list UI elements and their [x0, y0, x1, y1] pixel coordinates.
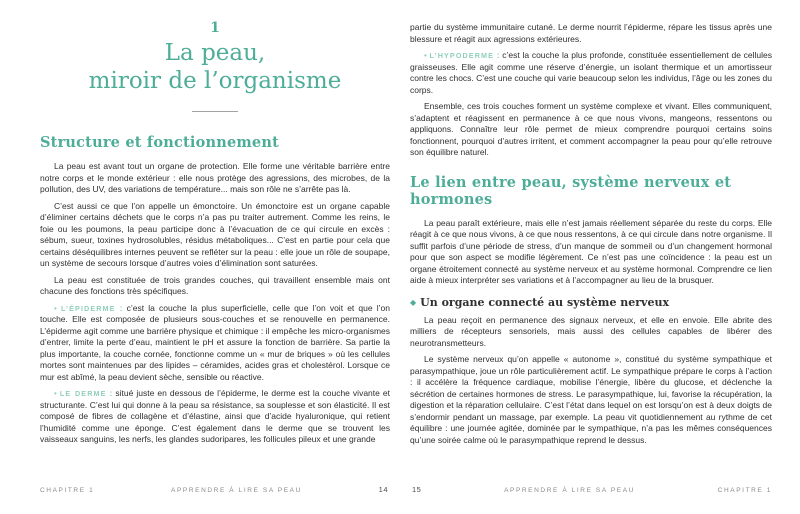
page-number: 14	[378, 485, 388, 494]
page-left-content	[0, 0, 400, 446]
paragraph: Ensemble, ces trois couches forment un système complexe et vivant. Elles communiquent, s’adaptent et réagissent en permanence à ce que nous vivons, mangeons, ressentons ou appliquons. Connaître leur rôle permet de mieux comprendre pourquoi certains soins fonctionnent, pourquoi d’autres irritent, et comment accompagner la peau pour qu’elle retrouve son équilibre naturel.	[410, 101, 772, 157]
section-heading-lien: Le lien entre peau, système nerveux et hormones	[410, 173, 732, 208]
layer-label-derme: LE DERME	[59, 389, 107, 398]
footer-book-title: APPRENDRE À LIRE SA PEAU	[171, 487, 302, 494]
chapter-number: 1	[210, 20, 220, 36]
paragraph: La peau reçoit en permanence des signaux nerveux, et elle en envoie. Elle abrite des milliers de récepteurs sensoriels, mais aussi des cellules capables de libérer des neurotransmetteurs.	[410, 314, 772, 348]
layer-text-epiderme: c’est la couche la plus superficielle, celle que l’on voit et que l’on touche. Elle est composée de plusieurs sous-couches et se renouvelle en permanence. L’épiderme agit comme une barrière physique et chimique : il empêche les micro-organismes d’entrer, limite la perte d’eau, maintient le pH et assure la fonction de barrière. Sa partie la plus importante, la couche cornée, fonctionne comme un « mur de briques » où les cellules mortes sont maintenues par des lipides – céramides, acides gras et cholestérol. Lorsque ce mur est abîmé, la peau devient sèche, sensible ou réactive.	[40, 302, 390, 382]
subsection-heading-label: Un organe connecté au système nerveux	[420, 295, 670, 309]
footer-left-page	[40, 485, 388, 494]
layer-label-epiderme: L’ÉPIDERME	[60, 303, 116, 313]
chapter-title-line1: La peau,	[164, 40, 266, 66]
label-separator: :	[496, 50, 500, 60]
footer-chapter-label: CHAPITRE 1	[717, 487, 772, 494]
layer-text-derme: situé juste en dessous de l’épiderme, le derme est la couche vivante et structurante. C’est lui qui donne à la peau sa résistance, sa souplesse et son élasticité. Il est composé de fibres de collagène et d’élastine, ainsi que d’acide hyaluronique, qui retient l’humidité comme une éponge. C’est également dans le derme que se trouvent les vaisseaux sanguins, les nerfs, les glandes sudoripares, les follicules pileux et une grande	[40, 388, 390, 444]
subsection-heading	[410, 296, 772, 309]
layer-item-derme	[40, 388, 390, 446]
paragraph: La peau est constituée de trois grandes couches, qui travaillent ensemble mais ont chacune des fonctions très spécifiques.	[40, 274, 390, 296]
layer-item-hypoderme	[410, 50, 772, 96]
title-divider	[192, 111, 238, 112]
paragraph-continuation: partie du système immunitaire cutané. Le derme nourrit l’épiderme, répare les tissus après une blessure et réagit aux agressions extérieures.	[410, 22, 772, 44]
bullet-icon: •	[54, 303, 57, 313]
layer-text-hypoderme: c’est la couche la plus profonde, constituée essentiellement de cellules graisseuses. Elle agit comme une réserve d’énergie, un isolant thermique et un amortisseur contre les chocs. C’est une couche qui varie beaucoup selon les individus, l’âge ou les zones du corps.	[410, 50, 772, 95]
paragraph: C’est aussi ce que l’on appelle un émonctoire. Un émonctoire est un organe capable d’éliminer certains déchets que le corps n’a pas pu traiter autrement. Comme les reins, le foie ou les poumons, la peau participe donc à l’évacuation de ce qui circule en excès : sébum, sueur, toxines hydrosolubles, résidus métaboliques... C’est en partie pour cela que certains déséquilibres internes peuvent se refléter sur la peau : elle joue un rôle de soupape, un système de secours lorsque d’autres voies d’élimination sont saturées.	[40, 200, 390, 268]
layer-item-epiderme	[40, 303, 390, 384]
chapter-title-line2: miroir de l’organisme	[88, 68, 342, 94]
footer-book-title: APPRENDRE À LIRE SA PEAU	[504, 487, 635, 494]
page-number: 15	[412, 485, 422, 494]
bullet-icon: •	[54, 389, 57, 398]
page-right	[400, 0, 800, 514]
paragraph: La peau est avant tout un organe de protection. Elle forme une véritable barrière entre notre corps et le monde extérieur : elle nous protège des agressions, des microbes, de la pollution, des UV, des variations de température... mais son rôle ne s’arrête pas là.	[40, 161, 390, 194]
footer-chapter-label: CHAPITRE 1	[40, 487, 95, 494]
paragraph: Le système nerveux qu’on appelle « autonome », constitué du système sympathique et parasympathique, joue un rôle particulièrement actif. Le sympathique prépare le corps à l’action : il accélère la fréquence cardiaque, mobilise l’énergie, libère du glucose, et déclenche la sécrétion de certaines hormones de stress. Le parasympathique, lui, favorise la récupération, la digestion et la réparation cellulaire. C’est l’état dans lequel on est lorsqu’on est à deux doigts de s’endormir pendant un massage, par exemple. La peau vit quotidiennement au rythme de cet équilibre : une journée agitée, dominée par le sympathique, n’a pas les mêmes conséquences qu’une soirée calme où le parasympathique reprend le dessus.	[410, 354, 772, 445]
section-heading-structure: Structure et fonctionnement	[40, 134, 279, 151]
paragraph: La peau paraît extérieure, mais elle n’est jamais réellement séparée du reste du corps. Elle réagit à ce que nous vivons, à ce que nous ressentons, à ce qui circule dans notre organisme. Il suffit parfois d’une période de stress, d’un manque de sommeil ou d’un changement hormonal pour que son aspect se modifie légèrement. Ce n’est pas une coïncidence : la peau est un organe étroitement connecté au système nerveux et au système hormonal. Comprendre ce lien aide à mieux interpréter ses variations et à l’accompagner au lieu de la brusquer.	[410, 217, 772, 285]
footer-right-page	[412, 485, 772, 494]
bullet-icon: •	[424, 51, 427, 60]
layer-label-hypoderme: L’HYPODERME	[429, 51, 494, 60]
label-separator: :	[119, 302, 123, 313]
diamond-bullet-icon: ◆	[410, 296, 417, 307]
chapter-title	[40, 39, 390, 95]
page-right-content	[400, 0, 800, 446]
label-separator: :	[109, 388, 113, 398]
